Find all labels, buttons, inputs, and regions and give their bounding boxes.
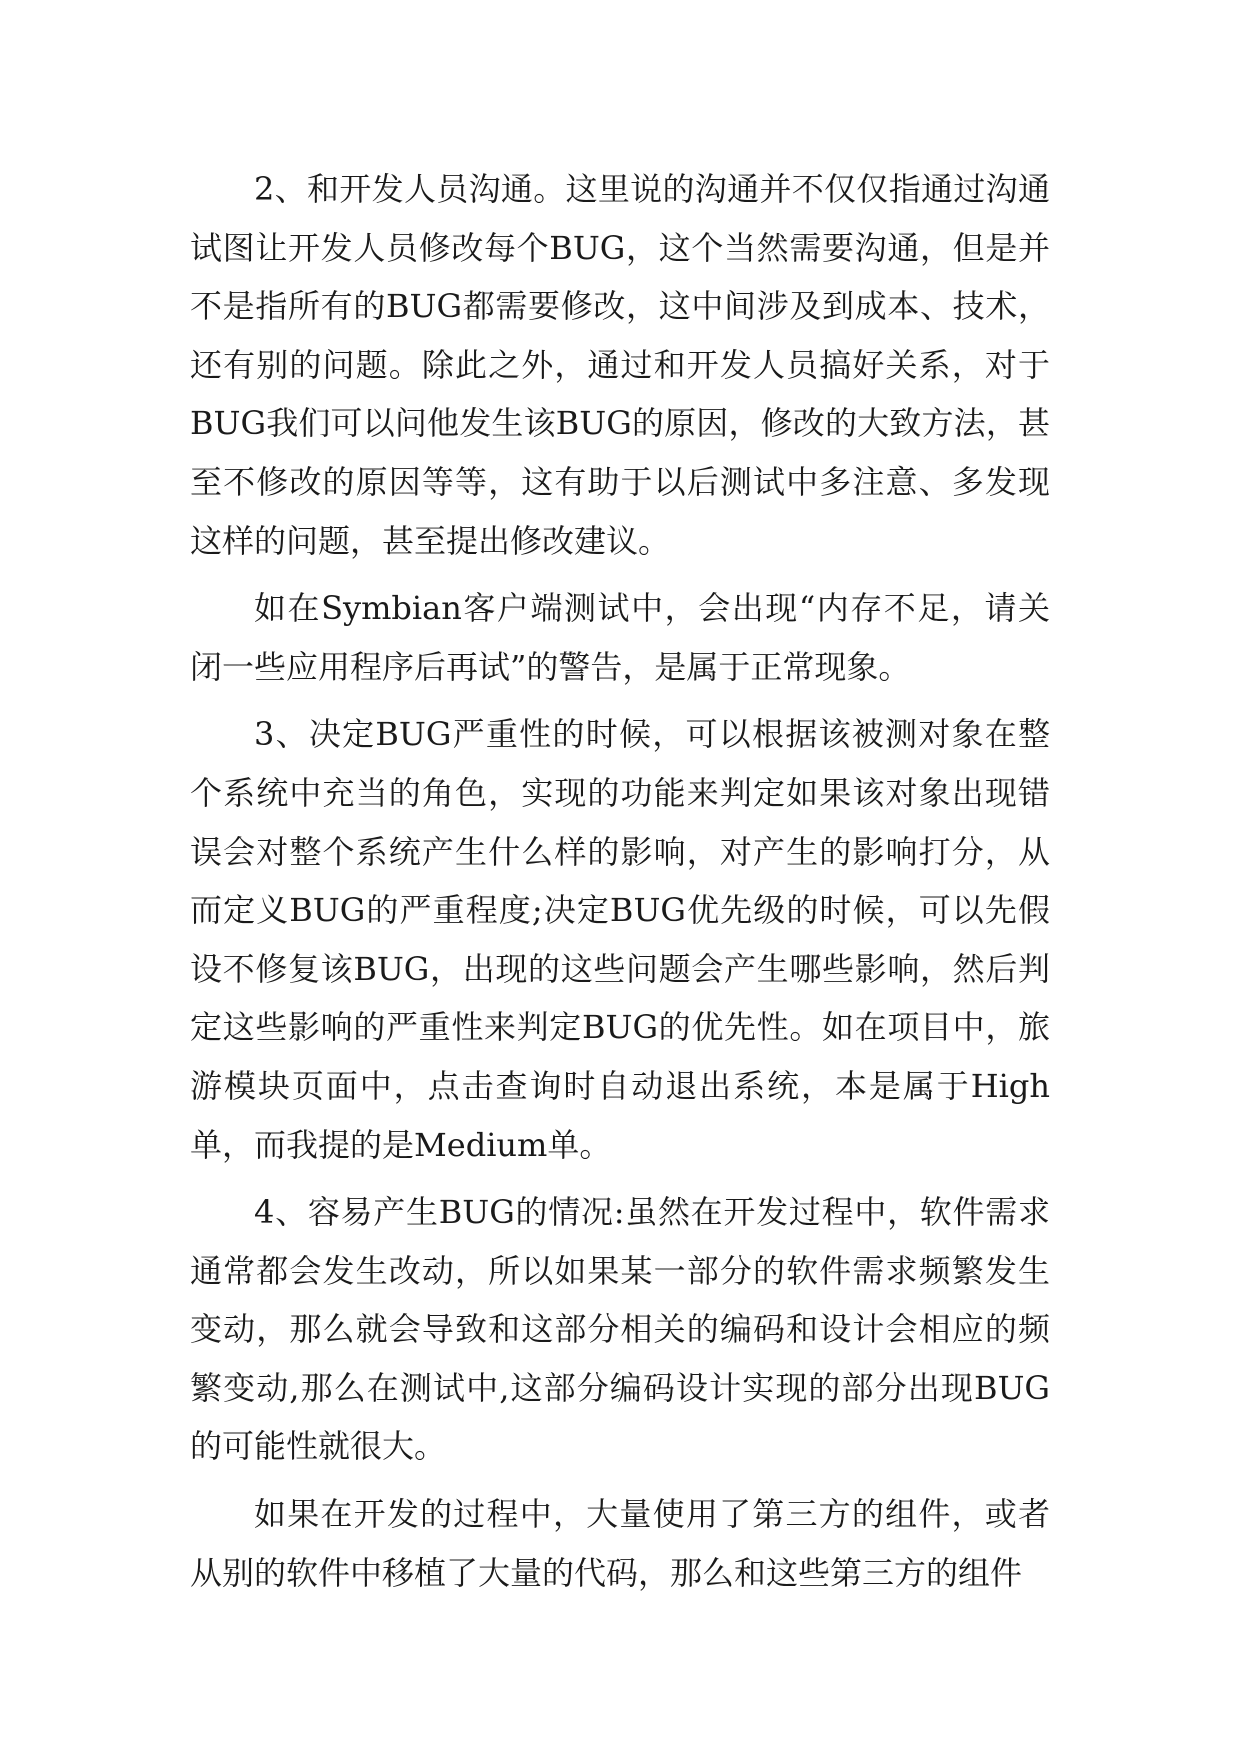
document-body xyxy=(190,160,1050,1602)
paragraph-third-party-components: 如果在开发的过程中，大量使用了第三方的组件，或者从别的软件中移植了大量的代码，那么和这些第三方的组件 xyxy=(190,1495,1050,1592)
paragraph-bug-prone-situations: 4、容易产生BUG的情况:虽然在开发过程中，软件需求通常都会发生改动，所以如果某一部分的软件需求频繁发生变动，那么就会导致和这部分相关的编码和设计会相应的频繁变动,那么在测试中,这部分编码设计实现的部分出现BUG的可能性就很大。 xyxy=(190,1193,1050,1466)
paragraph-bug-severity-priority: 3、决定BUG严重性的时候，可以根据该被测对象在整个系统中充当的角色，实现的功能来判定如果该对象出现错误会对整个系统产生什么样的影响，对产生的影响打分，从而定义BUG的严重程度;决定BUG优先级的时候，可以先假设不修复该BUG，出现的这些问题会产生哪些影响，然后判定这些影响的严重性来判定BUG的优先性。如在项目中，旅游模块页面中，点击查询时自动退出系统，本是属于High单，而我提的是Medium单。 xyxy=(190,715,1050,1164)
paragraph-communicate-with-developers: 2、和开发人员沟通。这里说的沟通并不仅仅指通过沟通试图让开发人员修改每个BUG，这个当然需要沟通，但是并不是指所有的BUG都需要修改，这中间涉及到成本、技术，还有别的问题。除此之外，通过和开发人员搞好关系，对于BUG我们可以问他发生该BUG的原因，修改的大致方法，甚至不修改的原因等等，这有助于以后测试中多注意、多发现这样的问题，甚至提出修改建议。 xyxy=(190,170,1050,560)
paragraph-symbian-example: 如在Symbian客户端测试中，会出现“内存不足，请关闭一些应用程序后再试”的警告，是属于正常现象。 xyxy=(190,589,1050,686)
